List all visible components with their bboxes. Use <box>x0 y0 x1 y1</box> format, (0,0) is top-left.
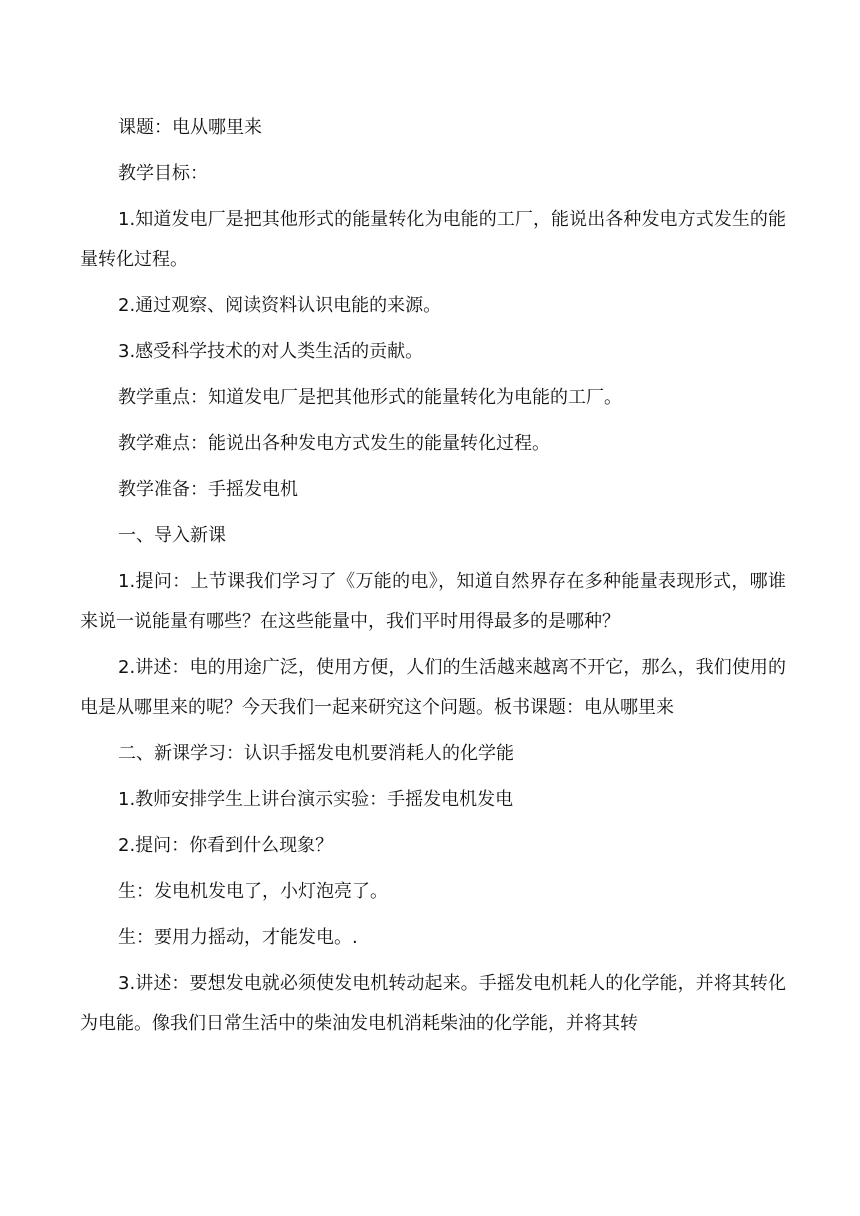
goal-item: 1.知道发电厂是把其他形式的能量转化为电能的工厂，能说出各种发电方式发生的能量转化过程。 <box>80 209 786 270</box>
document-body <box>80 108 786 1050</box>
body-paragraph: 3.讲述：要想发电就必须使发电机转动起来。手摇发电机耗人的化学能，并将其转化为电能。像我们日常生活中的柴油发电机消耗柴油的化学能，并将其转 <box>80 973 786 1034</box>
body-paragraph: 2.讲述：电的用途广泛，使用方便，人们的生活越来越离不开它，那么，我们使用的电是从哪里来的呢？今天我们一起来研究这个问题。板书课题：电从哪里来 <box>80 657 786 718</box>
body-paragraph: 1.提问：上节课我们学习了《万能的电》，知道自然界存在多种能量表现形式，哪谁来说一说能量有哪些？在这些能量中，我们平时用得最多的是哪种？ <box>80 571 786 632</box>
section-heading: 二、新课学习：认识手摇发电机要消耗人的化学能 <box>118 743 514 764</box>
lesson-title: 课题：电从哪里来 <box>118 117 262 138</box>
teaching-focus: 教学重点：知道发电厂是把其他形式的能量转化为电能的工厂。 <box>118 387 622 408</box>
teaching-goals-heading: 教学目标： <box>118 163 208 184</box>
goal-item: 3.感受科学技术的对人类生活的贡献。 <box>118 341 424 362</box>
body-paragraph: 1.教师安排学生上讲台演示实验：手摇发电机发电 <box>118 789 514 810</box>
body-paragraph: 2.提问：你看到什么现象？ <box>118 835 334 856</box>
goal-item: 2.通过观察、阅读资料认识电能的来源。 <box>118 295 442 316</box>
teaching-difficulty: 教学难点：能说出各种发电方式发生的能量转化过程。 <box>118 433 550 454</box>
teaching-preparation: 教学准备：手摇发电机 <box>118 479 298 500</box>
section-heading: 一、导入新课 <box>118 525 226 546</box>
student-response: 生：要用力摇动，才能发电。. <box>118 927 358 948</box>
student-response: 生：发电机发电了，小灯泡亮了。 <box>118 881 388 902</box>
